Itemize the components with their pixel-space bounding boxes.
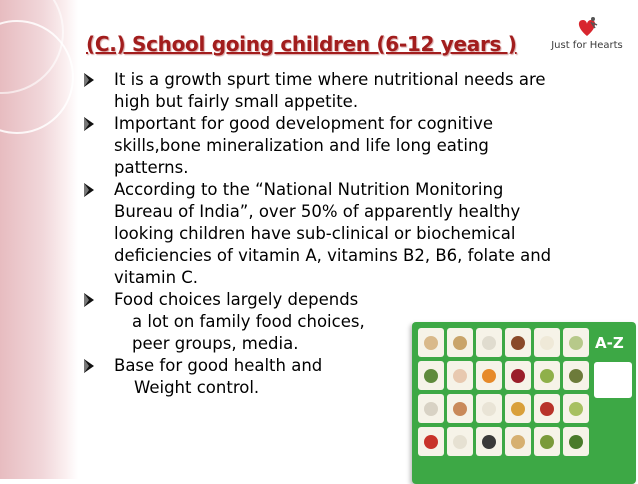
food-tile: [447, 394, 473, 423]
food-tile: [534, 427, 560, 456]
bullet-line: peer groups, media.: [132, 334, 299, 353]
food-tile: [476, 394, 502, 423]
food-tile: [418, 361, 444, 390]
food-tile: [505, 328, 531, 357]
heart-logo-icon: [547, 14, 627, 40]
food-tile: [418, 328, 444, 357]
logo-text: Just for Hearts: [551, 40, 623, 51]
slide-title: (C.) School going children (6-12 years ): [86, 32, 517, 56]
food-tile: [505, 427, 531, 456]
decorative-left-band: [0, 0, 78, 479]
poster-label: A-Z: [595, 334, 624, 352]
bullet-line: Important for good development for cognitive: [114, 114, 494, 133]
food-tile: [447, 427, 473, 456]
bullet-line: looking children have sub-clinical or biochemical: [114, 224, 516, 243]
food-tile: [447, 361, 473, 390]
bullet-line: It is a growth spurt time where nutritional needs are: [114, 70, 546, 89]
bullet-line: Base for good health and: [114, 356, 323, 375]
food-tile: [418, 427, 444, 456]
food-tile: [476, 361, 502, 390]
food-tile: [563, 361, 589, 390]
bullet-line: Bureau of India”, over 50% of apparently healthy: [114, 202, 521, 221]
food-tile: [534, 328, 560, 357]
bullet-line: skills,bone mineralization and life long eating: [114, 136, 489, 155]
poster-nutrition-badge: [594, 362, 632, 398]
poster-food-grid: [418, 328, 590, 456]
list-item: [78, 69, 630, 113]
food-tile: [534, 394, 560, 423]
food-tile: [563, 427, 589, 456]
food-tile: [563, 394, 589, 423]
food-tile: [505, 361, 531, 390]
bullet-line: vitamin C.: [114, 268, 199, 287]
arrow-bullet-icon: [84, 183, 94, 197]
food-tile: [418, 394, 444, 423]
list-item: [78, 113, 630, 179]
food-tile: [447, 328, 473, 357]
bullet-line: high but fairly small appetite.: [114, 92, 359, 111]
bullet-line: Weight control.: [134, 378, 260, 397]
arrow-bullet-icon: [84, 73, 94, 87]
bullet-line: deficiencies of vitamin A, vitamins B2, B6, folate and: [114, 246, 552, 265]
bullet-line: Food choices largely depends: [114, 290, 359, 309]
arrow-bullet-icon: [84, 293, 94, 307]
bullet-line: patterns.: [114, 158, 189, 177]
arrow-bullet-icon: [84, 359, 94, 373]
arrow-bullet-icon: [84, 117, 94, 131]
list-item: [78, 179, 630, 289]
food-tile: [563, 328, 589, 357]
food-tile: [534, 361, 560, 390]
food-alphabet-poster-image: [412, 322, 636, 484]
food-tile: [476, 328, 502, 357]
just-for-hearts-logo: [547, 14, 627, 58]
bullet-line: According to the “National Nutrition Monitoring: [114, 180, 504, 199]
food-tile: [476, 427, 502, 456]
food-tile: [505, 394, 531, 423]
bullet-line: a lot on family food choices,: [132, 312, 365, 331]
